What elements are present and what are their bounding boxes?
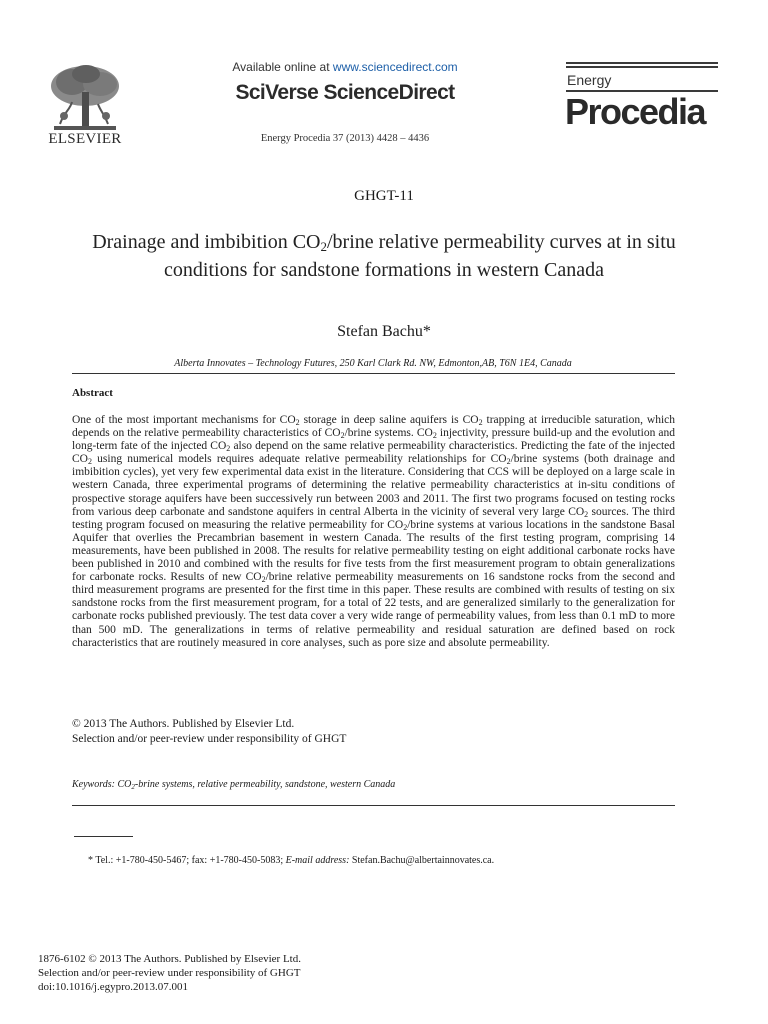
abstract-text: /brine systems. CO — [344, 427, 433, 440]
sciencedirect-link[interactable]: www.sciencedirect.com — [332, 60, 458, 74]
copyright-notice — [72, 717, 346, 747]
abstract-text: injectivity, pressure build-up and the evolution and long-term fate of the injected CO — [72, 427, 675, 453]
journal-reference: Energy Procedia 37 (2013) 4428 – 4436 — [260, 133, 430, 144]
available-prefix: Available online at — [232, 60, 333, 74]
abstract-subscript: 2 — [87, 457, 92, 467]
header-divider — [72, 373, 675, 374]
paper-title — [74, 228, 694, 284]
abstract-heading: Abstract — [72, 387, 113, 399]
abstract-subscript: 2 — [584, 509, 589, 519]
journal-name-bottom: Procedia — [565, 91, 706, 132]
abstract-text: One of the most important mechanisms for CO — [72, 414, 296, 426]
footnote-divider — [74, 836, 133, 837]
journal-logo — [566, 62, 718, 142]
abstract-text: trapping at irreducible saturation, which depends on the relative permeability characteristics of CO — [72, 414, 675, 440]
copyright-line2: Selection and/or peer-review under responsibility of GHGT — [72, 733, 347, 745]
abstract-subscript: 2 — [226, 444, 231, 454]
keywords — [72, 779, 395, 790]
publisher-name: ELSEVIER — [48, 131, 122, 147]
footnote-email-label: E-mail address: — [285, 855, 350, 866]
footnote-marker: * — [88, 855, 96, 866]
title-part2: /brine relative permeability curves at in situ conditions for sandstone formations in western Canada — [164, 231, 676, 281]
abstract-subscript: 2 — [340, 431, 345, 441]
keywords-part1: CO — [117, 779, 132, 790]
abstract-subscript: 2 — [261, 575, 266, 585]
keywords-divider — [72, 805, 675, 806]
keywords-part2: -brine systems, relative permeability, sandstone, western Canada — [134, 779, 396, 790]
footnote-email[interactable]: Stefan.Bachu@albertainnovates.ca. — [349, 855, 495, 866]
abstract-subscript: 2 — [432, 431, 437, 441]
copyright-line1: © 2013 The Authors. Published by Elsevier Ltd. — [72, 718, 295, 730]
abstract-subscript: 2 — [295, 418, 300, 427]
footer-review: Selection and/or peer-review under responsibility of GHGT — [38, 967, 301, 979]
abstract-text: /brine relative permeability measurements on 16 sandstone rocks from the second and third measurement programs are presented for the first time in this paper. These results are combined with results of testing on six sandstone rocks from the first measurement program, for a total of 22 tests, and are generalized similarly to the generalization for carbonate rocks published previously. The test data cover a very wide range of permeability values, from less than 0.1 mD to more than 500 mD. The generalizations in terms of relative permeability and residual saturation are defined based on rock characteristics that are routinely measured in core analyses, such as pore size and absolute permeability. — [72, 571, 675, 649]
abstract-subscript: 2 — [478, 418, 483, 427]
title-part1: Drainage and imbibition CO — [92, 231, 321, 253]
conference-name: GHGT-11 — [354, 188, 414, 204]
platform-logo: SciVerse ScienceDirect — [235, 81, 455, 104]
author-name: Stefan Bachu* — [337, 323, 431, 340]
abstract-text: using numerical models requires adequate relative permeability relationships for CO — [91, 453, 507, 466]
footnote-contact: Tel.: +1-780-450-5467; fax: +1-780-450-5083; — [95, 855, 286, 866]
footer-doi[interactable]: doi:10.1016/j.egypro.2013.07.001 — [38, 981, 189, 993]
keywords-label: Keywords: — [72, 779, 118, 790]
author-affiliation: Alberta Innovates – Technology Futures, 250 Karl Clark Rd. NW, Edmonton,AB, T6N 1E4, Canada — [174, 358, 572, 369]
keywords-subscript: 2 — [131, 783, 135, 791]
abstract-subscript: 2 — [403, 522, 408, 532]
title-subscript: 2 — [320, 239, 327, 254]
abstract-text: storage in deep saline aquifers is CO — [299, 414, 479, 426]
page-footer — [38, 952, 301, 994]
abstract-text: /brine systems (both drainage and imbibition cycles), yet very few experimental data exist in the literature. Considering that CCS will be deployed on a large scale in western Canada, three experimental programs of determining the relative permeability characteristics at in-situ conditions of prospective storage aquifers have been successively run between 2003 and 2011. The first two programs focused on testing rocks from various deep carbonate and sandstone aquifers in central Alberta in the vicinity of several very large CO — [72, 453, 675, 518]
abstract-subscript: 2 — [506, 457, 511, 467]
abstract-body — [72, 414, 675, 650]
footer-issn: 1876-6102 © 2013 The Authors. Published by Elsevier Ltd. — [38, 953, 301, 965]
available-online — [180, 60, 510, 74]
abstract-text: /brine systems at various locations in the sandstone Basal Aquifer that overlies the Precambrian basement in western Canada. The results of the first testing program, comprising 14 measurements, have been published in 2008. The results for relative permeability testing on eight additional carbonate rocks have been published in 2010 and combined with the results for five tests from the first measurement program to obtain generalizations for carbonate rocks. Results of new CO — [72, 518, 675, 584]
abstract-text: also depend on the same relative permeability characteristics. Predicting the fate of the injected CO — [72, 440, 675, 466]
journal-name-top: Energy — [567, 72, 612, 88]
abstract-text: sources. The third testing program focused on measuring the relative permeability for CO — [72, 505, 675, 531]
author-footnote — [88, 855, 494, 866]
